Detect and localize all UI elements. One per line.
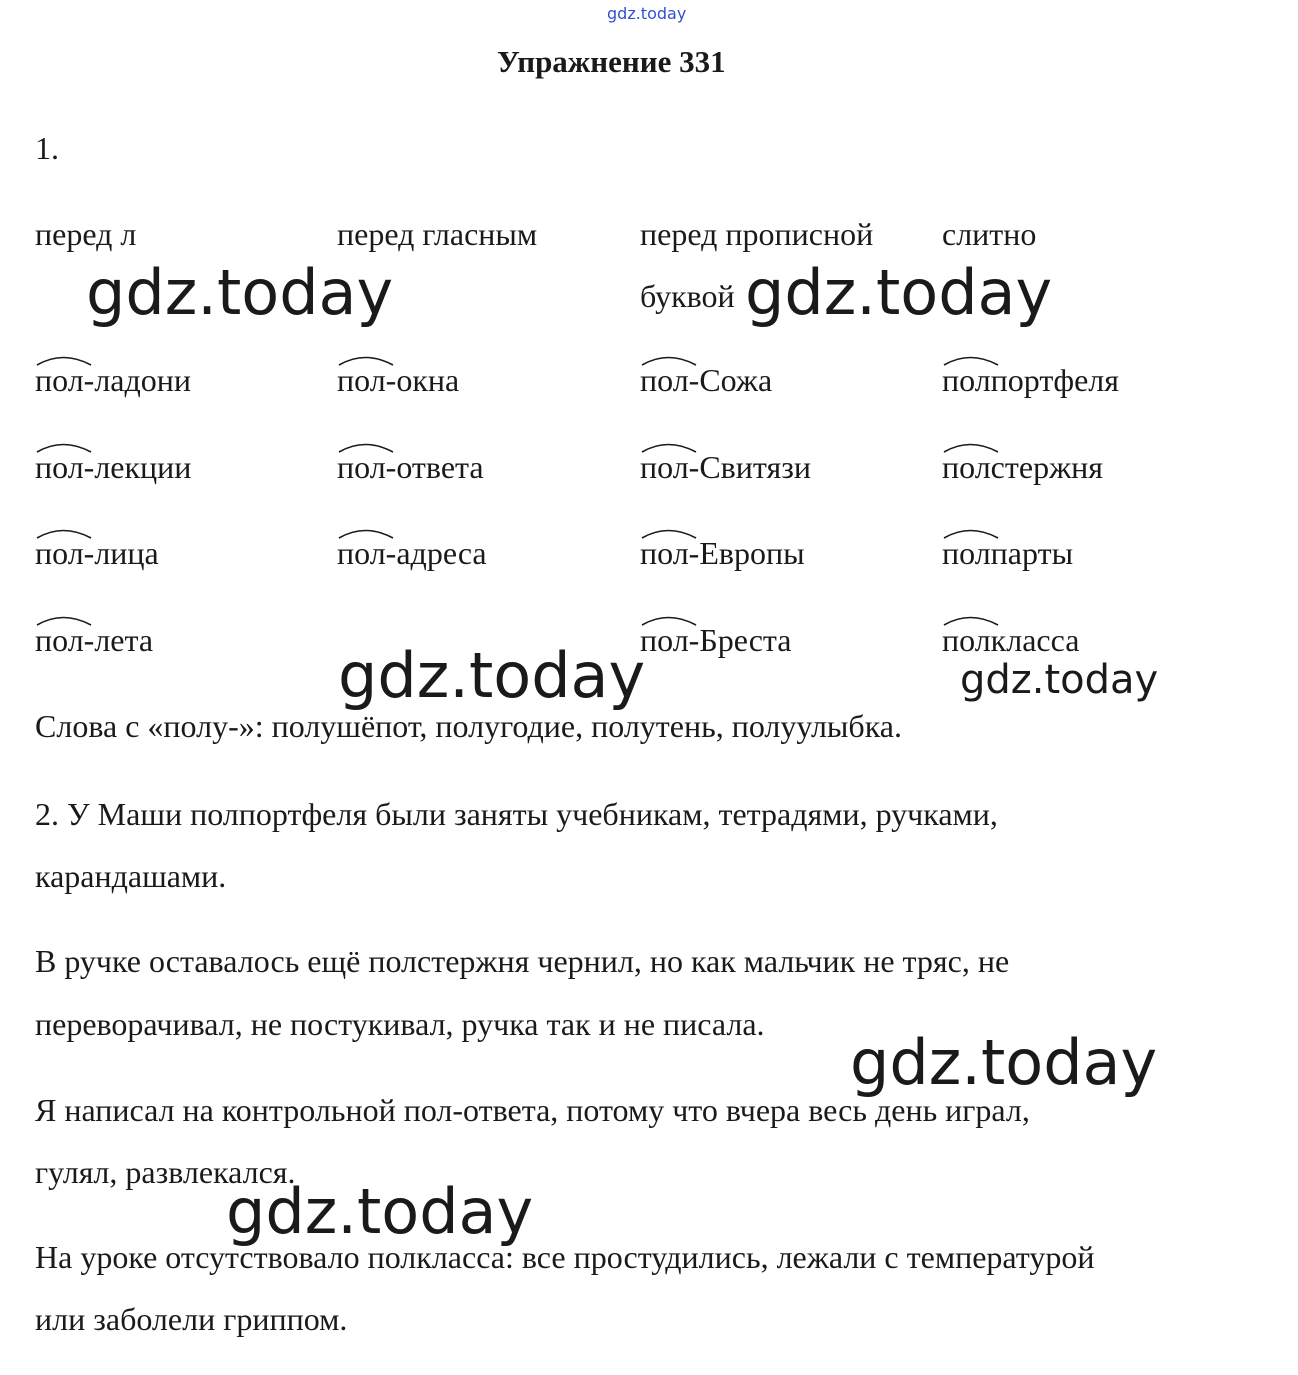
root-arc-icon xyxy=(640,525,700,539)
word-item xyxy=(337,537,487,569)
root-arc-icon xyxy=(35,352,95,366)
root-arc-icon xyxy=(337,439,397,453)
word-item xyxy=(942,537,1073,569)
part2-line: 2. У Маши полпортфеля были заняты учебникам, тетрадями, ручками, xyxy=(35,796,998,832)
part2-line: Я написал на контрольной пол-ответа, потому что вчера весь день играл, xyxy=(35,1092,1030,1128)
root-arc-icon xyxy=(640,439,700,453)
root-arc-icon xyxy=(942,352,1002,366)
column-heading-joined: слитно xyxy=(942,216,1037,252)
word-text: пол-Свитязи xyxy=(640,451,811,483)
root-arc-icon xyxy=(35,525,95,539)
part2-line: переворачивал, не постукивал, ручка так и не писала. xyxy=(35,1006,765,1042)
watermark: gdz.today xyxy=(960,657,1159,703)
word-item xyxy=(35,537,159,569)
word-item xyxy=(35,364,191,396)
watermark: gdz.today xyxy=(86,256,394,329)
root-arc-icon xyxy=(640,352,700,366)
watermark: gdz.today xyxy=(745,256,1053,329)
part2-line: гулял, развлекался. xyxy=(35,1154,296,1190)
watermark: gdz.today xyxy=(226,1175,534,1248)
word-item xyxy=(640,624,791,656)
word-text: пол-Бреста xyxy=(640,624,791,656)
word-item xyxy=(337,364,459,396)
word-item xyxy=(640,364,772,396)
word-text: пол-Европы xyxy=(640,537,805,569)
word-item xyxy=(942,624,1079,656)
root-arc-icon xyxy=(942,612,1002,626)
part2-line: карандашами. xyxy=(35,858,227,894)
word-item xyxy=(942,364,1119,396)
word-text: пол-лица xyxy=(35,537,159,569)
word-text: полпарты xyxy=(942,537,1073,569)
root-arc-icon xyxy=(337,525,397,539)
word-item xyxy=(35,624,153,656)
word-item xyxy=(337,451,484,483)
page-title: Упражнение 331 xyxy=(497,44,726,79)
column-heading-before-vowel: перед гласным xyxy=(337,216,538,252)
word-text: пол-Сожа xyxy=(640,364,772,396)
column-heading-before-capital: перед прописной xyxy=(640,216,874,252)
word-text: полпортфеля xyxy=(942,364,1119,396)
root-arc-icon xyxy=(35,439,95,453)
part1-number: 1. xyxy=(35,130,59,166)
word-item xyxy=(640,451,811,483)
word-text: пол-ответа xyxy=(337,451,484,483)
watermark: gdz.today xyxy=(338,639,646,712)
word-text: пол-адреса xyxy=(337,537,487,569)
word-text: полкласса xyxy=(942,624,1079,656)
root-arc-icon xyxy=(35,612,95,626)
root-arc-icon xyxy=(942,525,1002,539)
column-heading-before-capital-line2: буквой xyxy=(640,278,735,314)
word-text: пол-лета xyxy=(35,624,153,656)
word-item xyxy=(640,537,805,569)
site-watermark-top: gdz.today xyxy=(607,4,687,23)
root-arc-icon xyxy=(337,352,397,366)
part2-line: На уроке отсутствовало полкласса: все простудились, лежали с температурой xyxy=(35,1239,1095,1275)
word-item xyxy=(942,451,1103,483)
root-arc-icon xyxy=(942,439,1002,453)
part2-line: или заболели гриппом. xyxy=(35,1301,348,1337)
watermark: gdz.today xyxy=(850,1026,1158,1099)
root-arc-icon xyxy=(640,612,700,626)
word-text: пол-лекции xyxy=(35,451,191,483)
word-text: пол-ладони xyxy=(35,364,191,396)
polu-words-line: Слова с «полу-»: полушёпот, полугодие, полутень, полуулыбка. xyxy=(35,708,902,744)
column-heading-before-l: перед л xyxy=(35,216,137,252)
word-text: полстержня xyxy=(942,451,1103,483)
word-item xyxy=(35,451,191,483)
part2-line: В ручке оставалось ещё полстержня чернил, но как мальчик не тряс, не xyxy=(35,943,1010,979)
word-text: пол-окна xyxy=(337,364,459,396)
